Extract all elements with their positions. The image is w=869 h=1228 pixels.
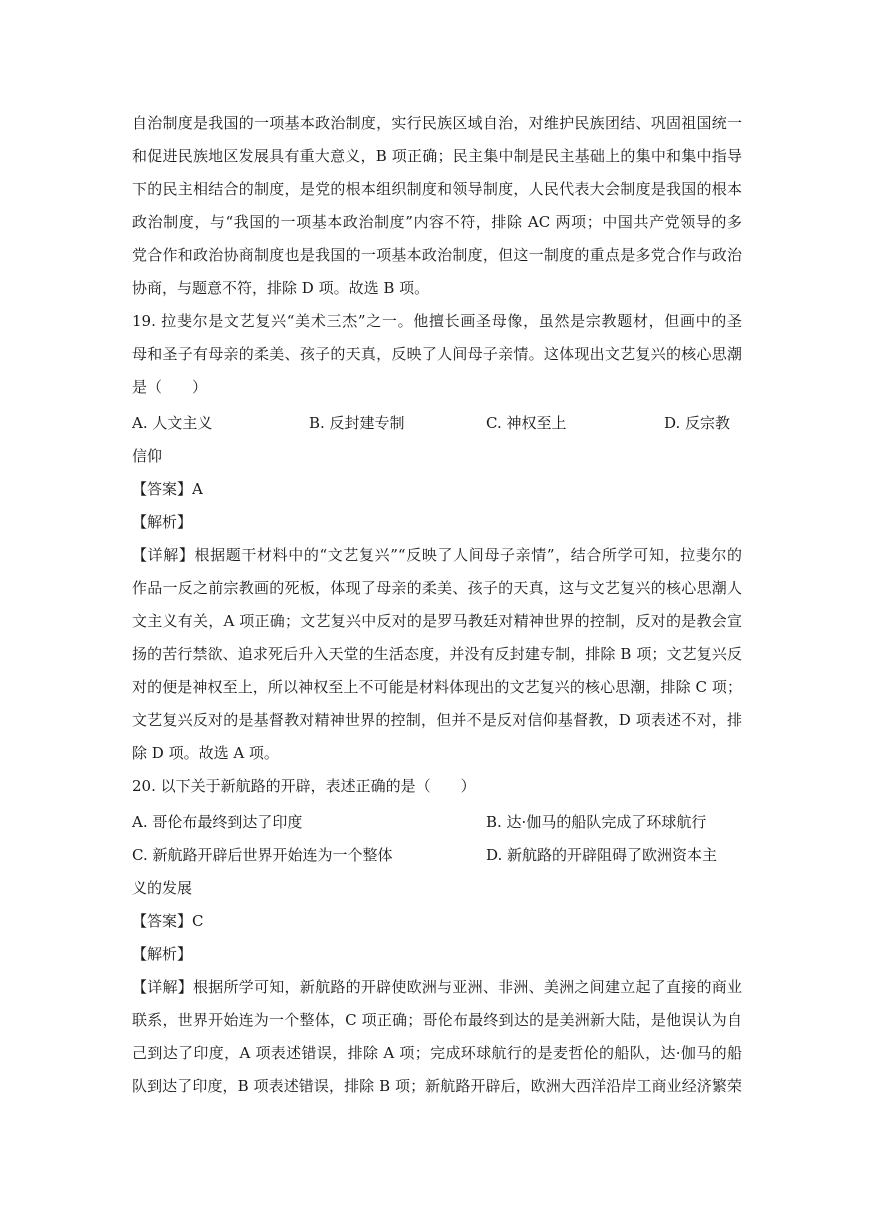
q19-option-a: A. 人文主义	[132, 414, 213, 432]
q19-explanation-line: 【详解】根据题干材料中的“文艺复兴”“反映了人间母子亲情”，结合所学可知，拉斐尔的	[132, 546, 742, 564]
q20-analysis-label: 【解析】	[132, 945, 193, 963]
q19-explanation-line: 文主义有关，A 项正确；文艺复兴中反对的是罗马教廷对精神世界的控制，反对的是教会宣	[132, 612, 742, 630]
q20-explanation-line: 队到达了印度，B 项表述错误，排除 B 项；新航路开辟后，欧洲大西洋沿岸工商业经济繁荣	[132, 1077, 742, 1095]
q19-option-c: C. 神权至上	[486, 414, 567, 432]
q20-option-a: A. 哥伦布最终到达了印度	[132, 813, 303, 831]
q20-option-c: C. 新航路开辟后世界开始连为一个整体	[132, 846, 393, 864]
q20-option-b: B. 达·伽马的船队完成了环球航行	[486, 813, 707, 831]
q19-explanation-line: 除 D 项。故选 A 项。	[132, 744, 279, 762]
question-20-stem-line: 20. 以下关于新航路的开辟，表述正确的是（ ）	[132, 777, 476, 795]
q19-option-d: D. 反宗教	[664, 414, 731, 432]
q20-option-d: D. 新航路的开辟阻碍了欧洲资本主	[486, 846, 718, 864]
text-line: 和促进民族地区发展具有重大意义，B 项正确；民主集中制是民主基础上的集中和集中指导	[132, 147, 742, 165]
q19-option-d-continued: 信仰	[132, 447, 163, 465]
text-line: 下的民主相结合的制度，是党的根本组织制度和领导制度，人民代表大会制度是我国的根本	[132, 180, 742, 198]
q20-explanation-line: 【详解】根据所学可知，新航路的开辟使欧洲与亚洲、非洲、美洲之间建立起了直接的商业	[132, 978, 742, 996]
q19-explanation-line: 扬的苦行禁欲、追求死后升入天堂的生活态度，并没有反封建专制，排除 B 项；文艺复兴反	[132, 645, 742, 663]
q19-answer: 【答案】A	[132, 480, 203, 498]
text-line: 自治制度是我国的一项基本政治制度，实行民族区域自治，对维护民族团结、巩固祖国统一	[132, 114, 742, 132]
text-line: 党合作和政治协商制度也是我国的一项基本政治制度，但这一制度的重点是多党合作与政治	[132, 246, 742, 264]
q19-option-b: B. 反封建专制	[309, 414, 405, 432]
q20-option-d-continued: 义的发展	[132, 879, 193, 897]
question-19-stem-line: 19. 拉斐尔是文艺复兴“美术三杰”之一。他擅长画圣母像，虽然是宗教题材，但画中的圣	[132, 312, 742, 330]
q19-explanation-line: 文艺复兴反对的是基督教对精神世界的控制，但并不是反对信仰基督教，D 项表述不对，排	[132, 711, 742, 729]
q20-explanation-line: 己到达了印度，A 项表述错误，排除 A 项；完成环球航行的是麦哲伦的船队，达·伽马的船	[132, 1044, 742, 1062]
text-line: 政治制度，与“我国的一项基本政治制度”内容不符，排除 AC 两项；中国共产党领导的多	[132, 213, 742, 231]
q19-analysis-label: 【解析】	[132, 513, 193, 531]
q19-explanation-line: 对的便是神权至上，所以神权至上不可能是材料体现出的文艺复兴的核心思潮，排除 C 项；	[132, 678, 742, 696]
question-19-stem-line: 是（ ）	[132, 378, 208, 396]
question-19-stem-line: 母和圣子有母亲的柔美、孩子的天真，反映了人间母子亲情。这体现出文艺复兴的核心思潮	[132, 345, 742, 363]
text-line: 协商，与题意不符，排除 D 项。故选 B 项。	[132, 279, 430, 297]
q20-answer: 【答案】C	[132, 912, 204, 930]
q19-explanation-line: 作品一反之前宗教画的死板，体现了母亲的柔美、孩子的天真，这与文艺复兴的核心思潮人	[132, 579, 742, 597]
q20-explanation-line: 联系，世界开始连为一个整体，C 项正确；哥伦布最终到达的是美洲新大陆，是他误认为自	[132, 1011, 742, 1029]
